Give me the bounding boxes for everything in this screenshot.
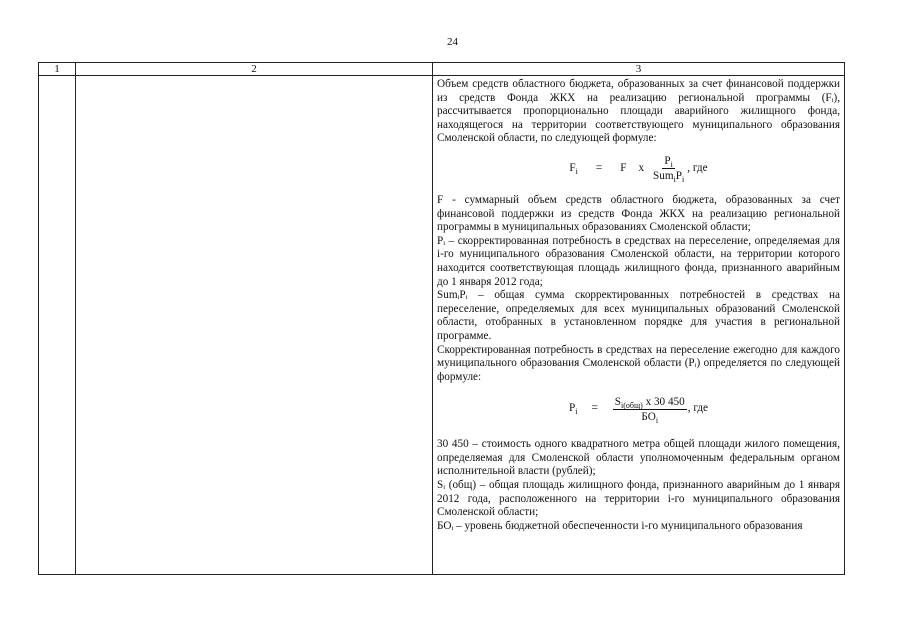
formula-fraction bbox=[651, 154, 686, 183]
cell-col3 bbox=[433, 76, 845, 575]
fraction-numerator: $P_i$ bbox=[664, 155, 673, 170]
formula-lhs: $P_i$ bbox=[568, 402, 578, 417]
table-row bbox=[39, 76, 845, 575]
formula-times: x bbox=[638, 162, 645, 175]
definition-s: Sᵢ (общ) – общая площадь жилищного фонда, признанного аварийным до 1 января 2012 года, расположенного на территории i-го муниципального образования Смоленской области; bbox=[437, 479, 840, 519]
fraction-denominator: $БО_i$ bbox=[641, 410, 659, 426]
document-table bbox=[38, 62, 845, 575]
formula-tail: , где bbox=[687, 402, 709, 415]
paragraph-intro: Объем средств областного бюджета, образованных за счет финансовой поддержки из средств Фонда ЖКХ на реализацию региональной программы (Fᵢ), рассчитывается пропорционально площади аварийного жилищного фонда, находящегося на территории соответствующего муниципального образования Смоленской области, по следующей формуле: bbox=[437, 78, 840, 145]
definition-30450: 30 450 – стоимость одного квадратного метра общей площади жилого помещения, определяемая для Смоленской области уполномоченным федеральным органом исполнительной власти (рублей); bbox=[437, 438, 840, 478]
formula-equals: = bbox=[595, 162, 603, 175]
cell-col2 bbox=[76, 76, 433, 575]
formula-fraction bbox=[613, 395, 687, 424]
table-header-row bbox=[39, 63, 845, 76]
paragraph-correction: Скорректированная потребность в средствах на переселение ежегодно для каждого муниципального образования Смоленской области (Pᵢ) определяется по следующей формуле: bbox=[437, 343, 840, 383]
column-header-1: 1 bbox=[39, 63, 76, 76]
formula-equals: = bbox=[591, 402, 598, 415]
definition-f: F - суммарный объем средств областного бюджета, образованных за счет финансовой поддержки из средств Фонда ЖКХ на реализацию региональной программы в муниципальных образованиях Смоленской области; bbox=[437, 193, 840, 234]
fraction-denominator: $Sum_iP_i$ bbox=[653, 170, 685, 185]
formula-tail: , где bbox=[687, 162, 708, 175]
formula-lhs: $F_i$ bbox=[569, 162, 578, 177]
cell-col1 bbox=[39, 76, 76, 575]
formula-fi bbox=[437, 146, 840, 192]
column-header-2: 2 bbox=[76, 63, 433, 76]
page-number: 24 bbox=[447, 36, 458, 48]
column-header-3: 3 bbox=[433, 63, 845, 76]
formula-pi bbox=[437, 384, 840, 434]
definition-sum: SumᵢPᵢ – общая сумма скорректированных потребностей в средствах на переселение, определяемых для всех муниципальных образований Смоленской области, отобранных в установленном порядке для участия в региональной программе. bbox=[437, 289, 840, 342]
formula-factor: F bbox=[620, 162, 627, 175]
definition-bo: БОᵢ – уровень бюджетной обеспеченности i-го муниципального образования bbox=[437, 519, 803, 532]
definition-pi: Pᵢ – скорректированная потребность в средствах на переселение, определяемая для i-го муниципального образования Смоленской области, на территории которого находится соответствующая площадь жилищного фонда, признанного аварийным до 1 января 2012 года; bbox=[437, 234, 840, 288]
fraction-numerator: $S_{i(общ)}$ x 30 450 bbox=[614, 395, 685, 411]
